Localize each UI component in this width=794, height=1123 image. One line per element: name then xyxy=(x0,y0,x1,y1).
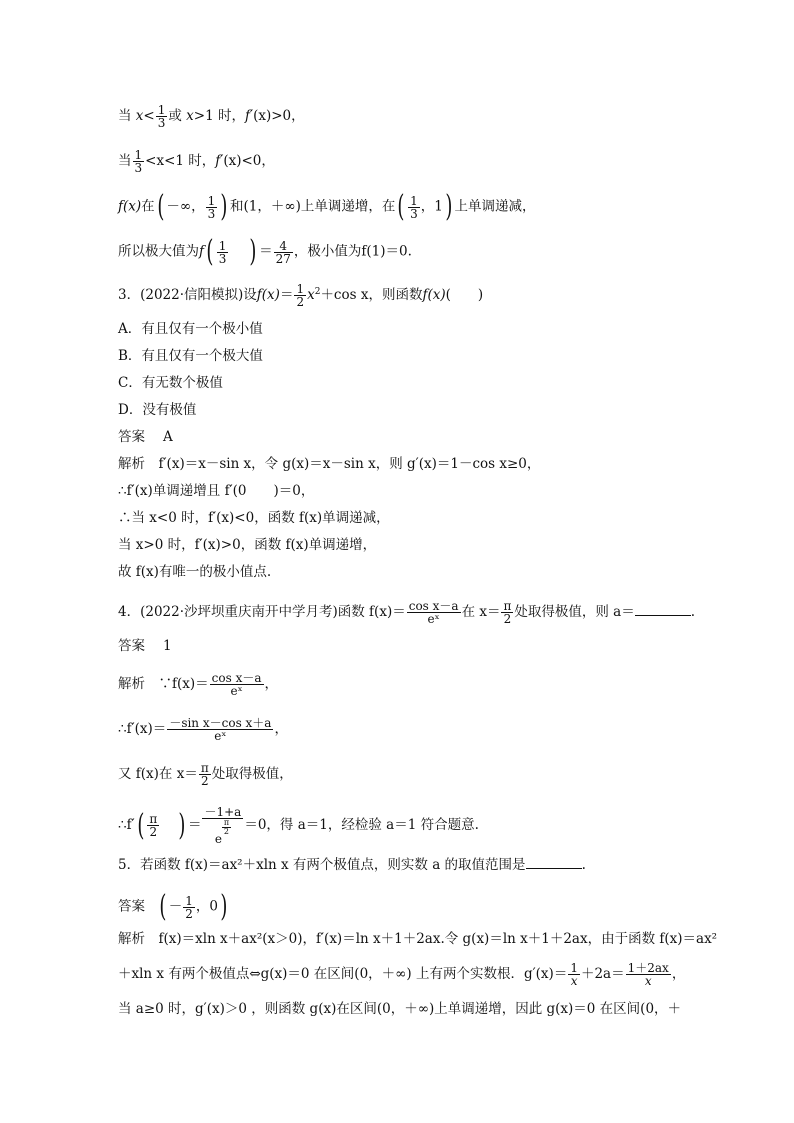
solution-5-line-3: 当 a≥0 时，g′(x)＞0 ，则函数 g(x)在区间(0，＋∞)上单调递增，因此 g(x)＝0 在区间(0，＋ xyxy=(118,1001,682,1017)
answer-5: 答案 ( － $\frac{1}{2}$ ，0) xyxy=(118,889,228,924)
solution-3-line-2: ∴f′(x)单调递增且 f′(0 )＝0， xyxy=(118,483,315,499)
solution-3-line-4: 当 x>0 时，f′(x)>0，函数 f(x)单调递增， xyxy=(118,537,377,553)
answer-4: 答案 1 xyxy=(118,638,172,654)
line-2: 当 $\frac{1}{3}$ <x<1 时，f′(x)<0， xyxy=(118,148,275,175)
solution-3-line-1: 解析 f′(x)＝x－sin x，令 g(x)＝x－sin x，则 g′(x)＝1－cos x≥0， xyxy=(118,456,541,472)
answer-blank xyxy=(635,603,691,616)
option-d: D．没有极值 xyxy=(118,402,197,418)
answer-blank xyxy=(526,856,582,869)
fraction-one-third: $\frac{1}{3}$ xyxy=(157,103,166,130)
line-1: 当 x< $\frac{1}{3}$ 或 x>1 时，f′(x)>0， xyxy=(118,103,305,130)
option-a: A．有且仅有一个极小值 xyxy=(118,321,263,337)
line-3: f(x)在( －∞， $\frac{1}{3}$ ) 和(1，＋∞)上单调递增，在( $\frac{1}{3}$ ，1) 上单调递减， xyxy=(118,189,536,224)
question-4-stem: 4．(2022·沙坪坝重庆南开中学月考)函数 f(x)＝ $\frac{\text{cos x－a}}{\text{eˣ}}$ 在 x＝ $\frac{\pi}{2}$ 处取得极值，则 a＝ . xyxy=(118,599,695,626)
solution-3-line-5: 故 f(x)有唯一的极小值点. xyxy=(118,564,272,580)
question-3-stem: 3．(2022·信阳模拟)设f(x)＝ $\frac{1}{2}$ $x^2+\cos$ x，则函数f(x)( ) xyxy=(118,282,484,309)
solution-4-line-2: ∴f′(x)＝ $\frac{\text{－sin x－cos x＋a}}{\text{eˣ}}$ ， xyxy=(118,716,288,743)
option-b: B．有且仅有一个极大值 xyxy=(118,348,263,364)
solution-4-line-3: 又 f(x)在 x＝ $\frac{\pi}{2}$ 处取得极值， xyxy=(118,761,293,788)
answer-3: 答案 A xyxy=(118,429,173,445)
option-c: C．有无数个极值 xyxy=(118,375,223,391)
solution-3-line-3: ∴当 x<0 时，f′(x)<0，函数 f(x)单调递减， xyxy=(118,510,390,526)
solution-4-line-1: 解析 ∵f(x)＝ $\frac{\text{cos x－a}}{\text{eˣ}}$ ， xyxy=(118,671,278,698)
solution-4-line-4: ∴f′( $\frac{\pi}{2}$ ) ＝ $\frac{-1+a}{e\frac{\pi}{2}}$ ＝0，得 a＝1，经检验 a＝1 符合题意. xyxy=(118,805,479,846)
solution-5-line-1: 解析 f(x)＝xln x＋ax²(x＞0)，f′(x)＝ln x＋1＋2ax.令 g(x)＝ln x＋1＋2ax，由于函数 f(x)＝ax² xyxy=(118,931,718,947)
question-5-stem: 5．若函数 f(x)＝ax²＋xln x 有两个极值点，则实数 a 的取值范围是 . xyxy=(118,857,586,873)
fraction-one-third: $\frac{1}{3}$ xyxy=(134,148,143,175)
line-4: 所以极大值为f( $\frac{1}{3}$ ) ＝ $\frac{4}{27}$ ，极小值为f(1)＝0. xyxy=(118,234,412,269)
solution-5-line-2: ＋xln x 有两个极值点⇔g(x)＝0 在区间(0，＋∞) 上有两个实数根．g′(x)＝ $\frac{1}{x}$ ＋2a＝ $\frac{1+2ax}{x}$ ， xyxy=(118,961,686,988)
